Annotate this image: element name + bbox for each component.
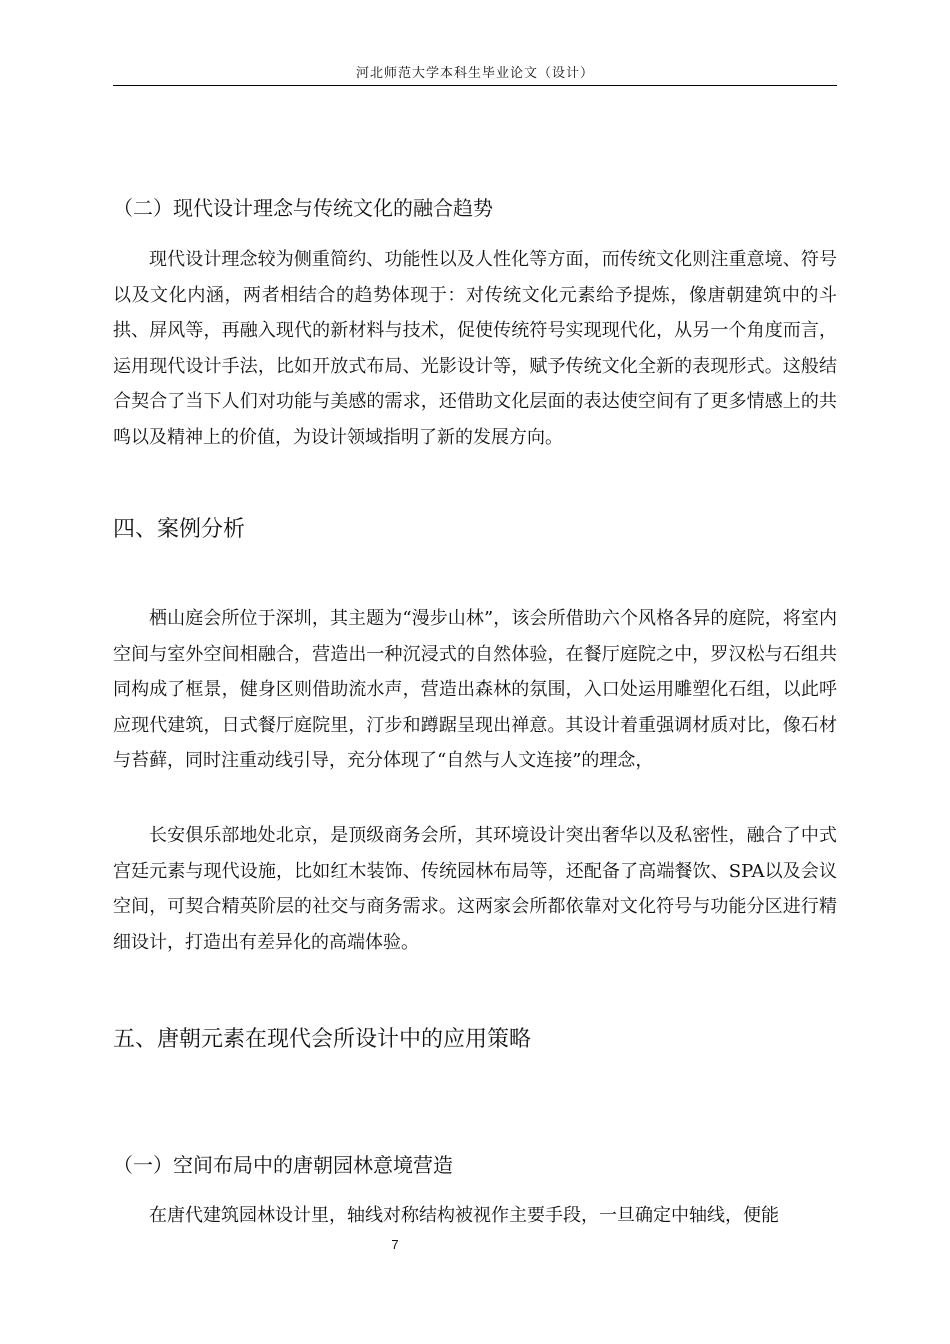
- section-heading-modern-traditional-fusion: （二）现代设计理念与传统文化的融合趋势: [113, 196, 493, 220]
- header-divider: [113, 85, 837, 86]
- paragraph-changan-club-case: 长安俱乐部地处北京，是顶级商务会所，其环境设计突出奢华以及私密性，融合了中式宫廷元素与现代设施，比如红木装饰、传统园林布局等，还配备了高端餐饮、SPA以及会议空间，可契合精英阶层的社交与商务需求。这两家会所都依靠对文化符号与功能分区进行精细设计，打造出有差异化的高端体验。: [113, 825, 837, 953]
- paragraph-qishanting-case: 栖山庭会所位于深圳，其主题为“漫步山林”，该会所借助六个风格各异的庭院，将室内空间与室外空间相融合，营造出一种沉浸式的自然体验，在餐厅庭院之中，罗汉松与石组共同构成了框景，健身区则借助流水声，营造出森林的氛围，入口处运用雕塑化石组，以此呼应现代建筑，日式餐厅庭院里，汀步和蹲踞呈现出禅意。其设计着重强调材质对比，像石材与苔藓，同时注重动线引导，充分体现了“自然与人文连接”的理念，: [113, 608, 837, 771]
- paragraph-axis-symmetry: 在唐代建筑园林设计里，轴线对称结构被视作主要手段，一旦确定中轴线，便能: [149, 1205, 779, 1226]
- page-number: 7: [391, 1237, 399, 1252]
- page-header: 河北师范大学本科生毕业论文（设计）: [355, 66, 594, 81]
- paragraph-fusion-trend: 现代设计理念较为侧重简约、功能性以及人性化等方面，而传统文化则注重意境、符号以及文化内涵，两者相结合的趋势体现于：对传统文化元素给予提炼，像唐朝建筑中的斗拱、屏风等，再融入现代的新材料与技术，促使传统符号实现现代化，从另一个角度而言，运用现代设计手法，比如开放式布局、光影设计等，赋予传统文化全新的表现形式。这般结合契合了当下人们对功能与美感的需求，还借助文化层面的表达使空间有了更多情感上的共鸣以及精神上的价值，为设计领域指明了新的发展方向。: [113, 249, 837, 448]
- section-heading-case-analysis: 四、案例分析: [113, 517, 246, 542]
- section-heading-tang-garden-layout: （一）空间布局中的唐朝园林意境营造: [113, 1153, 453, 1177]
- section-heading-tang-elements-strategy: 五、唐朝元素在现代会所设计中的应用策略: [113, 1027, 532, 1052]
